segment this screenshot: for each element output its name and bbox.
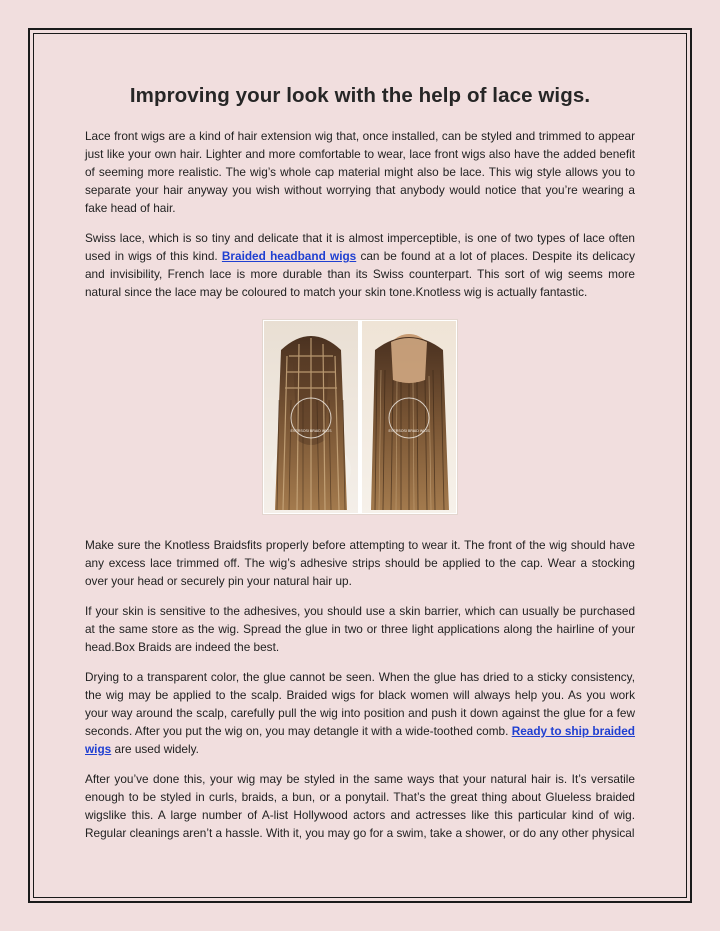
paragraph-2 xyxy=(85,229,635,301)
wig-product-image xyxy=(262,319,458,515)
document-body xyxy=(85,84,635,854)
paragraph-6: After you’ve done this, your wig may be styled in the same ways that your natural hair is. It’s versatile enough to be styled in curls, braids, a bun, or a ponytail. That’s the great thing about Glueless braided wigslike this. A large number of A-list Hollywood actors and actresses like this particular kind of wig. Regular cleanings aren’t a hassle. With it, you may go for a swim, take a shower, or do any other physical xyxy=(85,772,635,840)
paragraph-5-text-b: are used widely. xyxy=(111,742,199,756)
braided-headband-wigs-link[interactable]: Braided headband wigs xyxy=(221,249,357,263)
braided-wig-photo xyxy=(263,320,457,514)
ready-to-ship-braided-wigs-link[interactable]: Ready to ship braided wigs xyxy=(85,724,636,756)
paragraph-5 xyxy=(85,668,635,758)
paragraph-1: Lace front wigs are a kind of hair extension wig that, once installed, can be styled and trimmed to appear just like your own hair. Lighter and more comfortable to wear, lace front wigs also have the added benefit of seeming more realistic. The wig’s whole cap material might also be lace. This wig style allows you to separate your hair anyway you wish without worrying that anybody would notice that you’re wearing a fake head of hair. xyxy=(85,129,635,215)
watermark-left: EVERSOSI BRAID WIGS xyxy=(290,429,332,433)
paragraph-2-text-a: Swiss lace, which is so tiny and delicate that it is almost imperceptible, is one of two types of lace often used in wigs of this kind. xyxy=(85,231,635,263)
paragraph-2-text-b: can be found at a lot of places. Despite its delicacy and invisibility, French lace is more durable than its Swiss counterpart. This sort of wig seems more natural since the lace may be coloured to match your skin tone.Knotless wig is actually fantastic. xyxy=(85,249,635,299)
page-title: Improving your look with the help of lace wigs. xyxy=(129,84,591,107)
watermark-right: EVERSOSI BRAID WIGS xyxy=(388,429,430,433)
paragraph-4: If your skin is sensitive to the adhesives, you should use a skin barrier, which can usually be purchased at the same store as the wig. Spread the glue in two or three light applications along the hairline of your head.Box Braids are indeed the best. xyxy=(85,604,635,654)
paragraph-5-text-a: Drying to a transparent color, the glue cannot be seen. When the glue has dried to a sticky consistency, the wig may be applied to the scalp. Braided wigs for black women will always help you. As you work your way around the scalp, carefully pull the wig into position and push it down against the glue for a few seconds. After you put the wig on, you may detangle it with a wide-toothed comb. xyxy=(85,670,635,738)
paragraph-3: Make sure the Knotless Braidsfits properly before attempting to wear it. The front of the wig should have any excess lace trimmed off. The wig’s adhesive strips should be applied to the cap. Wear a stocking over your head or securely pin your natural hair up. xyxy=(85,538,635,588)
